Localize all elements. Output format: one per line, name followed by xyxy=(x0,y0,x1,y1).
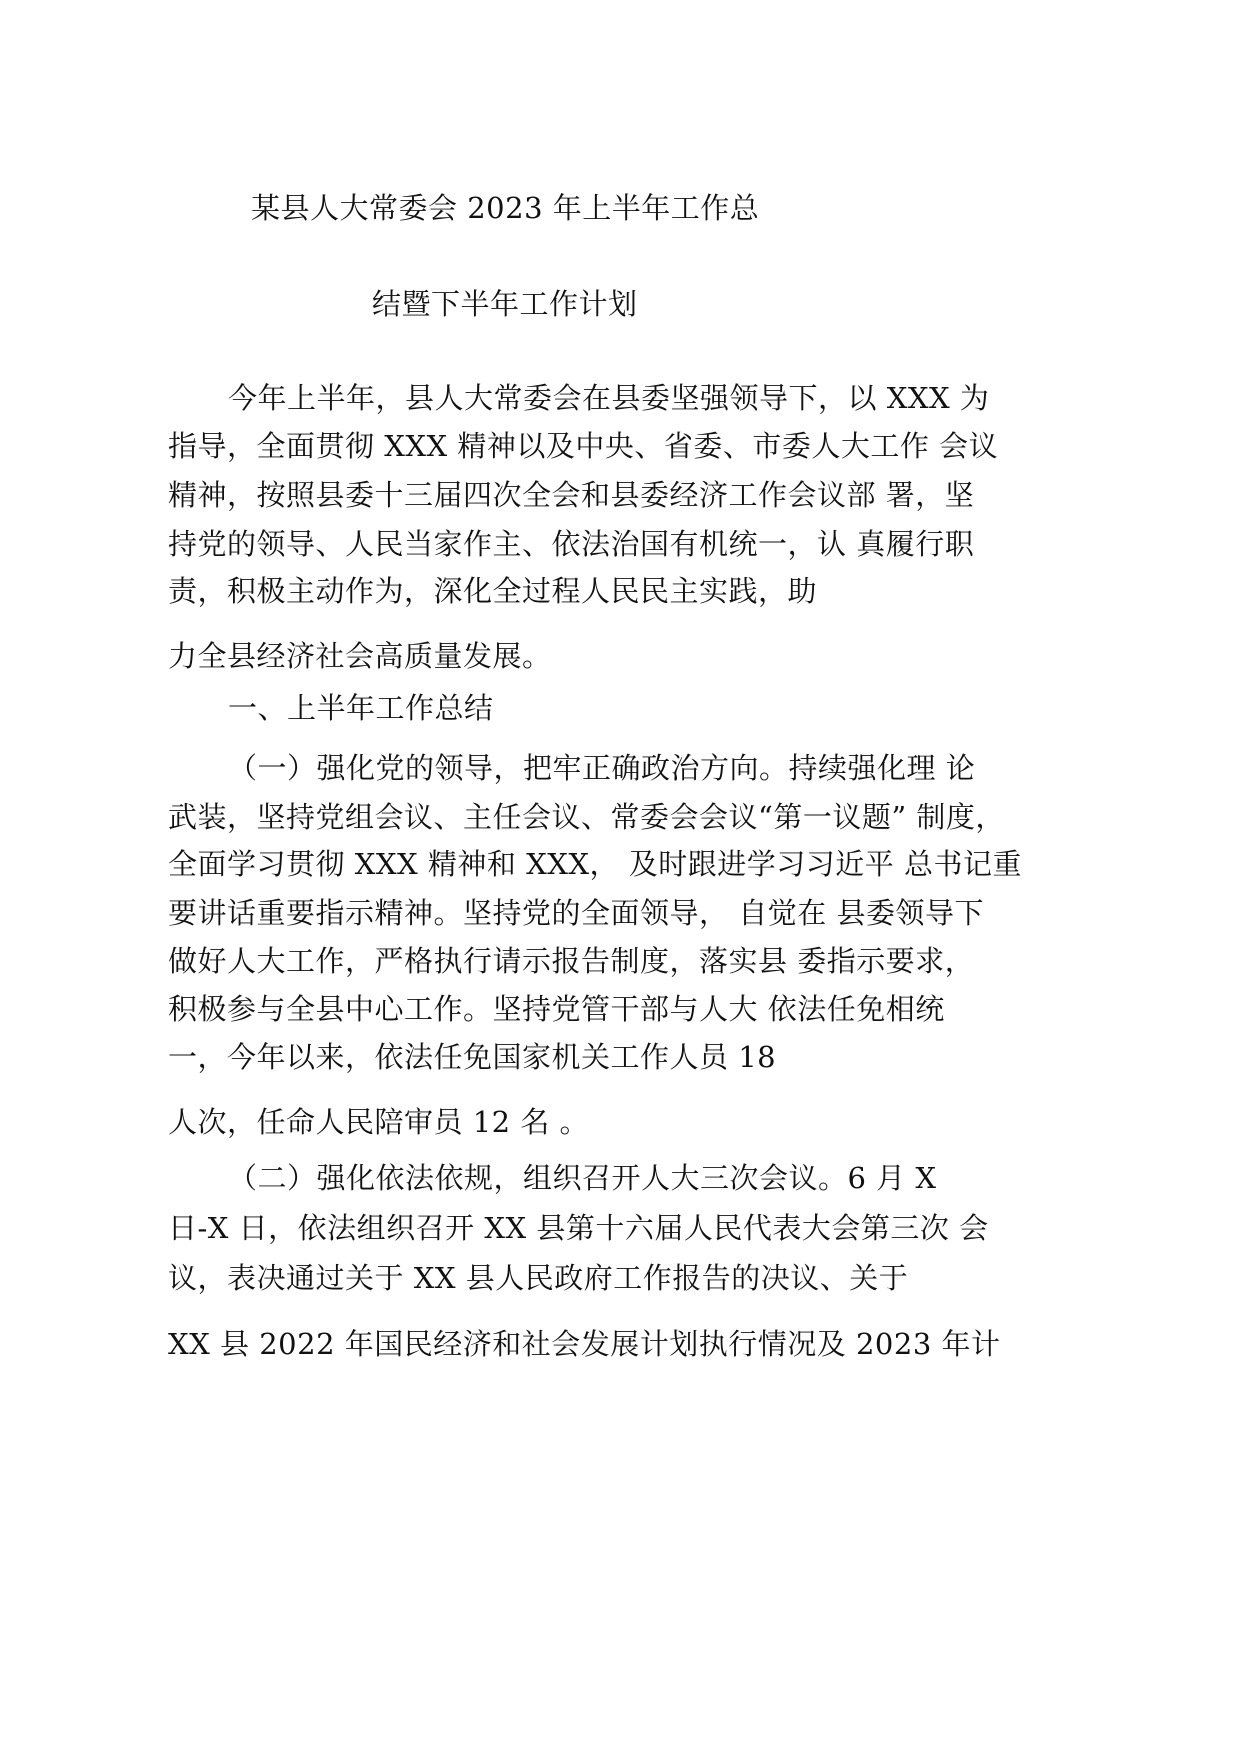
intro-line: 责，积极主动作为，深化全过程人民民主实践，助 xyxy=(168,574,818,608)
section-2-line: XX 县 2022 年国民经济和社会发展计划执行情况及 2023 年计 xyxy=(168,1327,1001,1361)
section-1-line: （一）强化党的领导，把牢正确政治方向。持续强化理 论 xyxy=(228,751,976,785)
section-1-line: 积极参与全县中心工作。坚持党管干部与人大 依法任免相统 xyxy=(168,992,945,1026)
document-title-line-1: 某县人大常委会 2023 年上半年工作总 xyxy=(251,191,760,225)
section-2-line: 日-X 日，依法组织召开 XX 县第十六届人民代表大会第三次 会 xyxy=(168,1211,989,1245)
section-1-line: 全面学习贯彻 XXX 精神和 XXX， 及时跟进学习习近平 总书记重 xyxy=(168,847,1022,881)
intro-line: 指导，全面贯彻 XXX 精神以及中央、省委、市委人大工作 会议 xyxy=(168,429,999,463)
section-1-line: 武装，坚持党组会议、主任会议、常委会会议“第一议题” 制度， xyxy=(168,800,1005,834)
section-2-line: （二）强化依法依规，组织召开人大三次会议。6 月 X xyxy=(228,1161,937,1195)
section-1-line: 要讲话重要指示精神。坚持党的全面领导， 自觉在 县委领导下 xyxy=(168,896,984,930)
section-2-line: 议，表决通过关于 XX 县人民政府工作报告的决议、关于 xyxy=(168,1261,909,1295)
intro-line: 持党的领导、人民当家作主、依法治国有机统一，认 真履行职 xyxy=(168,527,975,561)
section-heading: 一、上半年工作总结 xyxy=(228,691,494,725)
intro-line: 精神，按照县委十三届四次全会和县委经济工作会议部 署，坚 xyxy=(168,478,975,512)
intro-line: 今年上半年，县人大常委会在县委坚强领导下，以 XXX 为 xyxy=(228,381,990,415)
section-1-line: 人次，任命人民陪审员 12 名 。 xyxy=(168,1105,590,1139)
section-1-line: 一，今年以来，依法任免国家机关工作人员 18 xyxy=(168,1040,777,1074)
section-1-line: 做好人大工作，严格执行请示报告制度，落实县 委指示要求， xyxy=(168,944,975,978)
intro-line: 力全县经济社会高质量发展。 xyxy=(168,639,552,673)
document-title-line-2: 结暨下半年工作计划 xyxy=(372,287,638,321)
